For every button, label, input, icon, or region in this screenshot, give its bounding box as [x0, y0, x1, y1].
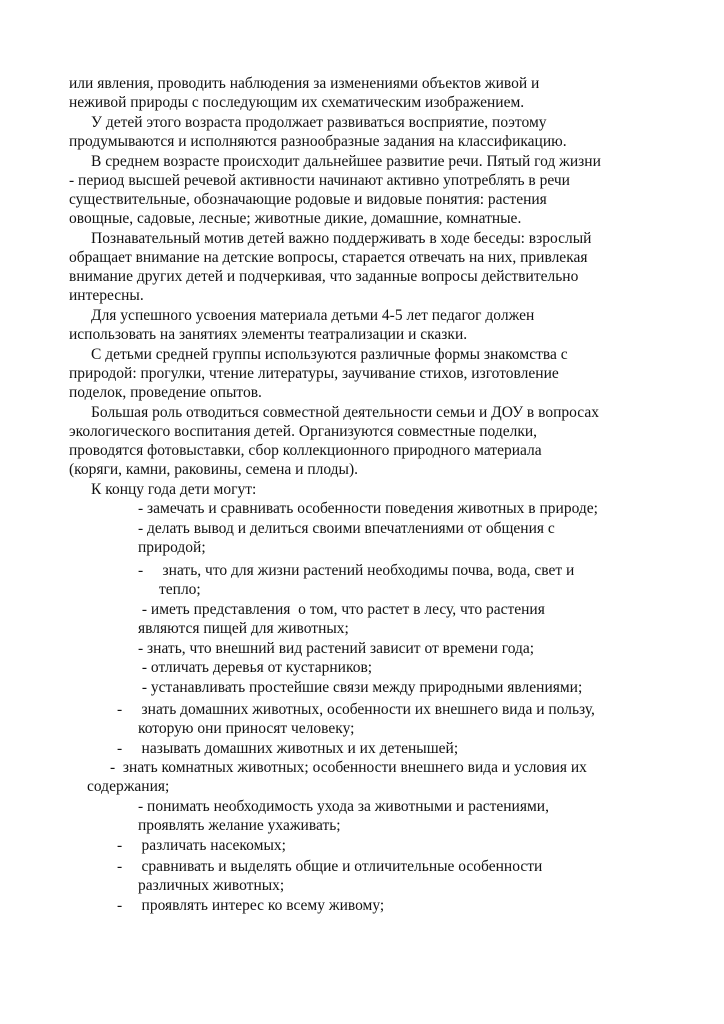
text-line: проводятся фотовыставки, сбор коллекционного природного материала [69, 442, 542, 459]
list-item: - знать, что внешний вид растений зависит от времени года; [138, 640, 535, 657]
list-item: природой; [138, 539, 206, 556]
text-line: К концу года дети могут: [91, 481, 257, 498]
text-line: существительные, обозначающие родовые и видовые понятия: растения [69, 191, 547, 208]
text-line: продумываются и исполняются разнообразные задания на классификацию. [69, 133, 567, 150]
list-item: - отличать деревья от кустарников; [138, 659, 373, 676]
text-line: или явления, проводить наблюдения за изменениями объектов живой и [69, 75, 540, 92]
list-item: - знать домашних животных, особенности их внешнего вида и пользу, [117, 701, 595, 718]
list-item: - иметь представления о том, что растет в лесу, что растения [138, 601, 545, 618]
text-line: поделок, проведение опытов. [69, 384, 262, 401]
text-line: У детей этого возраста продолжает развиваться восприятие, поэтому [91, 114, 547, 131]
text-line: Для успешного усвоения материала детьми 4-5 лет педагог должен [91, 307, 535, 324]
text-line: В среднем возрасте происходит дальнейшее развитие речи. Пятый год жизни [91, 153, 601, 170]
list-item: - называть домашних животных и их детенышей; [117, 740, 459, 757]
list-item: тепло; [159, 581, 201, 598]
text-line: интересны. [69, 287, 144, 304]
text-line: - период высшей речевой активности начинают активно употреблять в речи [69, 172, 570, 189]
text-line: С детьми средней группы используются различные формы знакомства с [91, 346, 568, 363]
list-item: которую они приносят человеку; [138, 720, 355, 737]
list-item: - сравнивать и выделять общие и отличительные особенности [117, 858, 543, 875]
text-line: (коряги, камни, раковины, семена и плоды). [69, 461, 358, 478]
text-line: обращает внимание на детские вопросы, старается отвечать на них, привлекая [69, 249, 588, 266]
list-item: являются пищей для животных; [138, 620, 349, 637]
text-line: Большая роль отводиться совместной деятельности семьи и ДОУ в вопросах [91, 404, 599, 421]
list-item: проявлять желание ухаживать; [138, 817, 341, 834]
text-line: неживой природы с последующим их схематическим изображением. [69, 94, 525, 111]
list-item: - замечать и сравнивать особенности поведения животных в природе; [138, 500, 598, 517]
list-item: - знать, что для жизни растений необходимы почва, вода, свет и [138, 562, 575, 579]
text-line: внимание других детей и подчеркивая, что заданные вопросы действительно [69, 268, 579, 285]
text-line: использовать на занятиях элементы театрализации и сказки. [69, 326, 468, 343]
list-item: - знать комнатных животных; особенности внешнего вида и условия их [110, 759, 587, 776]
text-line: природой: прогулки, чтение литературы, заучивание стихов, изготовление [69, 365, 559, 382]
text-line: экологического воспитания детей. Организуются совместные поделки, [69, 423, 538, 440]
list-item: - устанавливать простейшие связи между природными явлениями; [138, 679, 583, 696]
list-item: - делать вывод и делиться своими впечатлениями от общения с [138, 520, 555, 537]
list-item: - понимать необходимость ухода за животными и растениями, [138, 798, 549, 815]
list-item: - проявлять интерес ко всему живому; [117, 897, 385, 914]
list-item: - различать насекомых; [117, 837, 286, 854]
text-line: Познавательный мотив детей важно поддерживать в ходе беседы: взрослый [91, 230, 592, 247]
list-item: содержания; [87, 778, 170, 795]
list-item: различных животных; [138, 877, 285, 894]
text-line: овощные, садовые, лесные; животные дикие, домашние, комнатные. [69, 210, 522, 227]
